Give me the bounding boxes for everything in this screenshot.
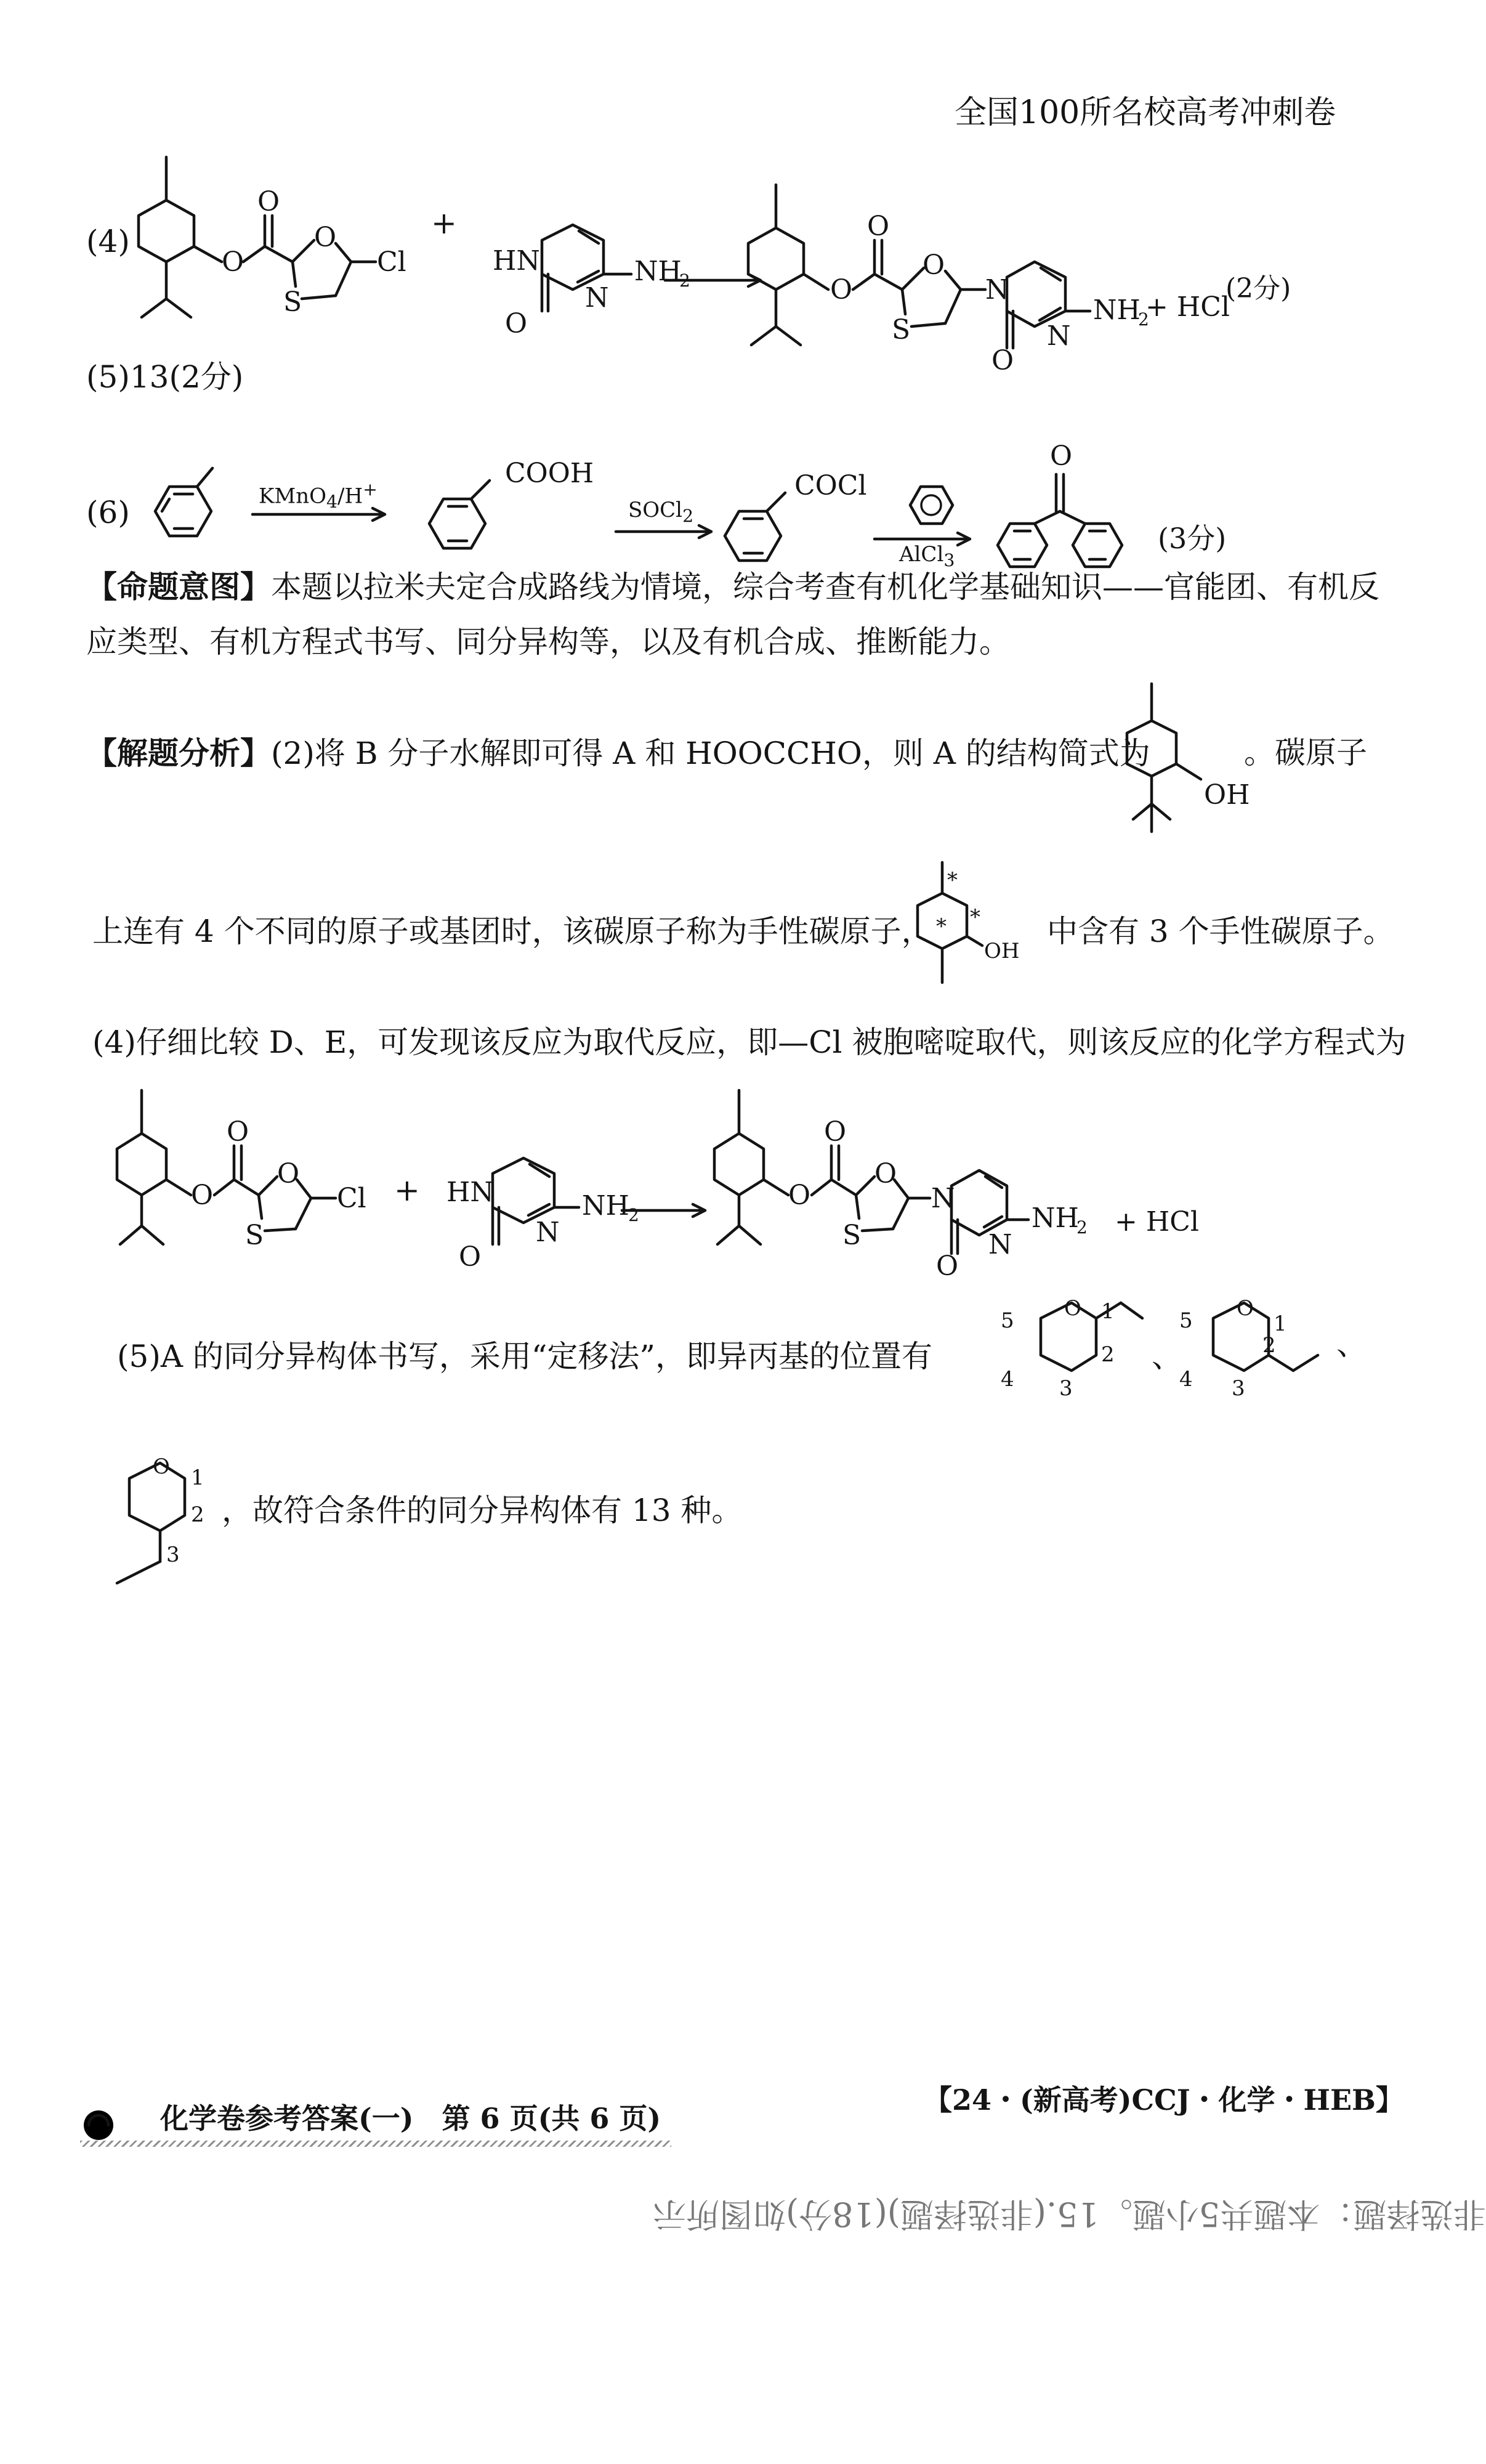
svg-text:O: O [314, 222, 337, 253]
footer-wavy-rule [80, 2141, 671, 2147]
svg-text:N: N [1047, 320, 1071, 352]
svg-text:5: 5 [1001, 1308, 1014, 1333]
svg-text:O: O [1064, 1296, 1081, 1321]
svg-text:S: S [892, 314, 911, 346]
analysis-lamivudine-product [690, 1072, 1182, 1306]
svg-text:O: O [505, 308, 528, 339]
intent-heading: 【命题意图】 [86, 569, 271, 605]
q6-arrow-3 [874, 530, 979, 548]
svg-text:N: N [585, 282, 609, 314]
svg-text:O: O [1237, 1296, 1254, 1321]
footer-right: 【24・(新高考)CCJ・化学・HEB】 [924, 2083, 1404, 2117]
isomer-position-3 [105, 1429, 240, 1614]
svg-text:5: 5 [1179, 1308, 1193, 1333]
q4-plus: + [431, 205, 457, 241]
svg-text:N: N [536, 1217, 560, 1248]
svg-text:O: O [191, 1180, 214, 1211]
svg-text:OH: OH [1204, 779, 1250, 811]
svg-text:O: O [936, 1250, 959, 1282]
analysis-p5-line-2: ，故符合条件的同分异构体有 13 种。 [222, 1493, 743, 1528]
intent-line-2: 应类型、有机方程式书写、同分异构等，以及有机合成、推断能力。 [86, 624, 1010, 660]
svg-text:4: 4 [1001, 1367, 1014, 1392]
svg-text:*: * [970, 905, 980, 930]
svg-text:2: 2 [1101, 1342, 1115, 1367]
intent-line-1: 【命题意图】本题以拉米夫定合成路线为情境，综合考查有机化学基础知识——官能团、有机反 [86, 569, 1379, 605]
q6-arrow-1 [252, 505, 394, 524]
svg-text:2: 2 [1076, 1217, 1088, 1238]
q6-label: (6) [86, 495, 130, 530]
svg-text:3: 3 [166, 1542, 180, 1567]
benzophenone [985, 437, 1170, 579]
svg-text:3: 3 [1232, 1376, 1245, 1401]
menthol-structure [1102, 671, 1262, 856]
svg-text:Cl: Cl [377, 246, 406, 278]
svg-text:N: N [988, 1229, 1012, 1260]
svg-text:O: O [874, 1158, 897, 1189]
svg-text:S: S [283, 286, 302, 318]
svg-text:HN: HN [446, 1177, 494, 1208]
svg-text:NH: NH [582, 1190, 629, 1222]
q6-reagent2: SOCl$_2$ [628, 498, 694, 526]
svg-text:O: O [257, 186, 280, 217]
analysis-menthyl-ester [68, 1066, 413, 1287]
q5-answer: (5)13(2分) [86, 359, 244, 395]
svg-text:4: 4 [1179, 1367, 1193, 1392]
cytosine-reactant [468, 203, 727, 376]
q6-cooh: COOH [505, 458, 594, 489]
svg-text:1: 1 [1101, 1299, 1115, 1324]
footer-left: 化学卷参考答案(一) 第 6 页(共 6 页) [160, 2102, 661, 2135]
svg-text:NH: NH [634, 256, 682, 287]
q6-score: (3分) [1158, 522, 1227, 555]
analysis-heading: 【解题分析】 [86, 735, 271, 771]
analysis-p2-tail: 。碳原子 [1244, 735, 1367, 771]
svg-text:1: 1 [1274, 1311, 1287, 1336]
svg-text:O: O [788, 1180, 811, 1211]
svg-text:O: O [923, 249, 945, 281]
svg-text:*: * [936, 914, 947, 939]
svg-text:O: O [459, 1241, 482, 1273]
benzoic-acid [419, 468, 517, 567]
analysis-p4: (4)仔细比较 D、E，可发现该反应为取代反应，即—Cl 被胞嘧啶取代，则该反应的化学方程式为 [92, 1024, 1407, 1060]
svg-text:OH: OH [984, 939, 1020, 963]
svg-text:2: 2 [679, 270, 690, 291]
svg-text:O: O [867, 211, 890, 242]
analysis-p2-line-1: 【解题分析】(2)将 B 分子水解即可得 A 和 HOOCCHO，则 A 的结构简式为 [86, 735, 1150, 771]
q4-score: (2分) [1226, 273, 1291, 304]
menthyl-ester-reactant [123, 142, 493, 363]
svg-text:O: O [824, 1116, 847, 1148]
svg-text:HN: HN [493, 245, 540, 277]
svg-text:O: O [153, 1454, 170, 1479]
q6-arrow-2 [616, 522, 721, 541]
analysis-p2-line-2: 上连有 4 个不同的原子或基团时，该碳原子称为手性碳原子， [92, 914, 932, 949]
svg-text:NH: NH [1032, 1202, 1079, 1234]
svg-text:1: 1 [191, 1465, 204, 1490]
q4-label: (4) [86, 224, 130, 259]
svg-text:S: S [245, 1220, 264, 1251]
menthol-chiral-centers [893, 844, 1047, 1016]
svg-text:O: O [991, 345, 1014, 376]
isomer-separator-2: 、 [1336, 1326, 1367, 1362]
q4-products-tail: + HCl [1145, 291, 1230, 323]
svg-text:2: 2 [1262, 1333, 1276, 1358]
analysis-cytosine [425, 1146, 671, 1306]
svg-text:O: O [277, 1158, 300, 1189]
analysis-p4-plus: + [394, 1172, 420, 1208]
header-brand: 全国100所名校高考冲刺卷 [955, 94, 1336, 131]
q6-reagent3: AlCl$_3$ [899, 542, 955, 570]
svg-text:O: O [1050, 440, 1073, 472]
svg-text:N: N [931, 1183, 955, 1214]
footer-bleed-through: 非选择题：本题共5小题。15.(非选择题)(18分)如图所示 [653, 2195, 1486, 2234]
svg-text:*: * [947, 868, 958, 893]
svg-text:Cl: Cl [337, 1183, 366, 1214]
analysis-p2-line-2-tail: 中含有 3 个手性碳原子。 [1047, 914, 1394, 949]
svg-text:O: O [830, 274, 853, 306]
lamivudine-product [727, 166, 1281, 400]
isomer-position-2 [1170, 1281, 1355, 1429]
svg-text:N: N [985, 274, 1009, 306]
svg-text:2: 2 [628, 1205, 639, 1225]
svg-text:S: S [842, 1220, 862, 1251]
q6-cocl: COCl [794, 470, 867, 501]
isomer-position-1 [985, 1281, 1145, 1429]
footer-logo [80, 2107, 117, 2144]
benzene-reagent [905, 480, 961, 530]
isomer-separator-1: 、 [1152, 1339, 1182, 1374]
svg-text:2: 2 [1138, 309, 1149, 330]
svg-text:2: 2 [191, 1502, 204, 1527]
svg-text:3: 3 [1059, 1376, 1073, 1401]
analysis-p5-line-1: (5)A 的同分异构体书写，采用“定移法”，即异丙基的位置有 [117, 1339, 932, 1374]
svg-text:O: O [222, 246, 244, 278]
analysis-p4-tail: + HCl [1115, 1206, 1199, 1238]
toluene [139, 468, 249, 567]
svg-text:NH: NH [1093, 294, 1141, 326]
q6-reagent1: KMnO$_4$/H+ [259, 479, 378, 513]
svg-text:O: O [227, 1116, 249, 1148]
